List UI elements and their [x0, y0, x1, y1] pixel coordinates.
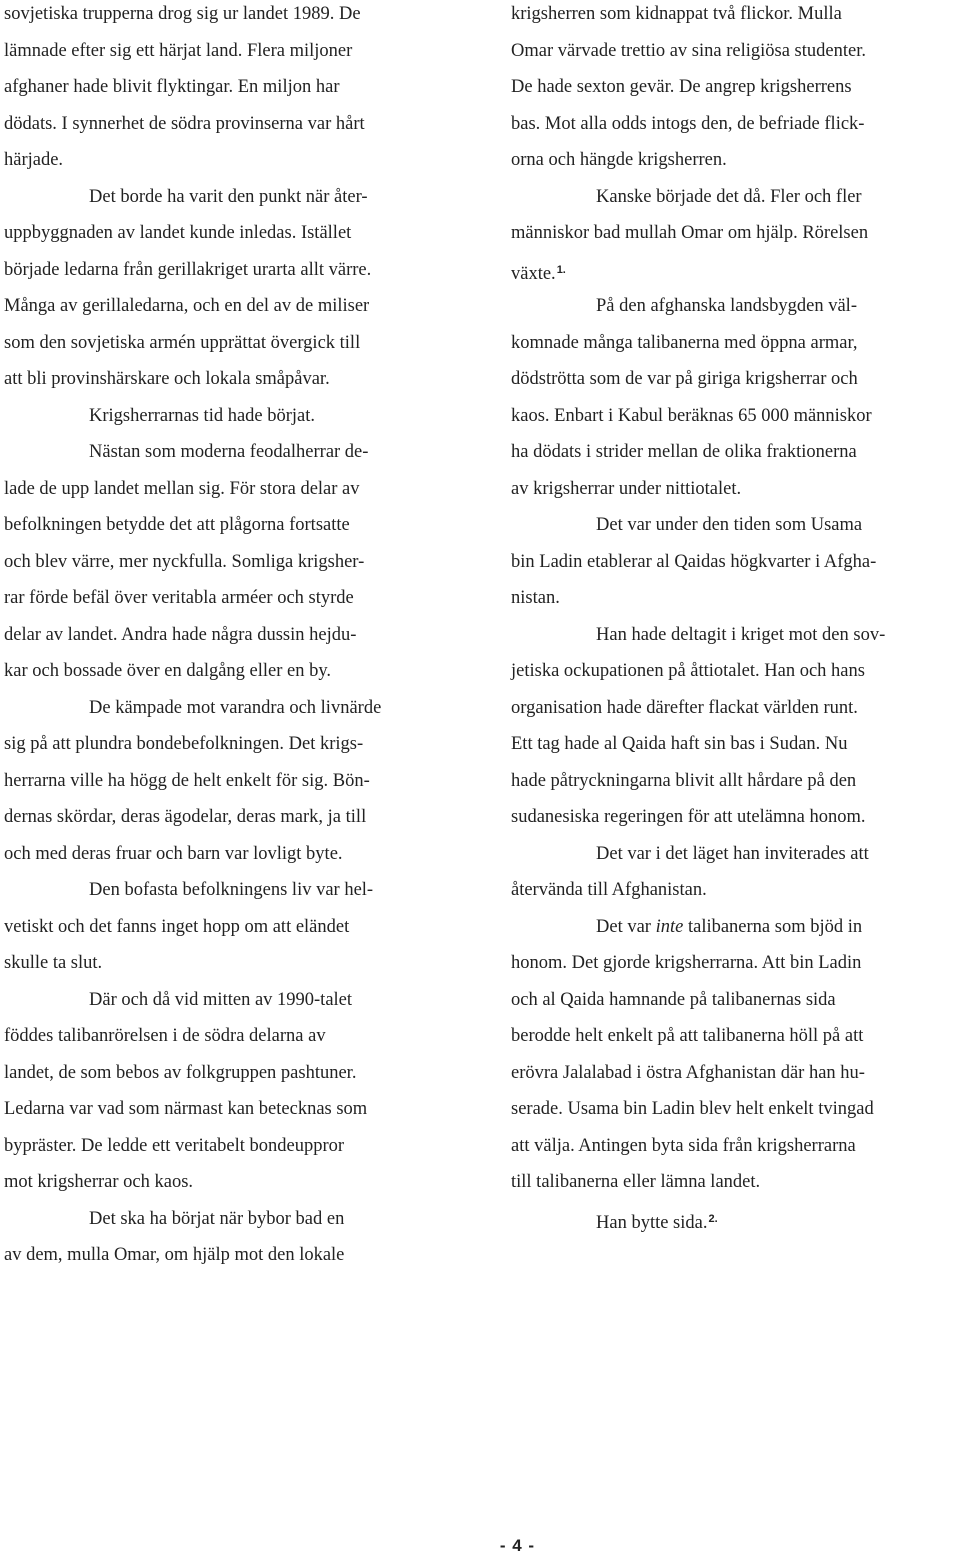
line-text: Han hade deltagit i kriget mot den sov- [596, 624, 886, 645]
line-text: började ledarna från gerillakriget urarta allt värre. [4, 259, 372, 280]
text-line [511, 33, 960, 70]
line-text: delar av landet. Andra hade några dussin hejdu- [4, 624, 357, 645]
line-text: Nästan som moderna feodalherrar de- [89, 442, 369, 462]
line-text: som den sovjetiska armén upprättat övergick till [4, 332, 361, 353]
line-text: På den afghanska landsbygden väl- [596, 296, 857, 316]
text-line [511, 106, 960, 143]
text-line [4, 872, 456, 909]
text-line [511, 252, 960, 289]
text-line [4, 106, 456, 143]
text-line [511, 872, 960, 909]
line-text: att bli provinshärskare och lokala småpåvar. [4, 369, 330, 389]
text-line [511, 471, 960, 508]
text-line [511, 799, 960, 836]
line-text: Ledarna var vad som närmast kan betecknas som [4, 1099, 368, 1119]
text-line [4, 179, 456, 216]
left-column [4, 0, 456, 1274]
line-text: berodde helt enkelt på att talibanerna höll på att [511, 1026, 864, 1046]
text-line [4, 1201, 456, 1238]
footnote-marker: 1. [556, 263, 566, 276]
line-text: av dem, mulla Omar, om hjälp mot den lokale [4, 1245, 345, 1265]
italic-emphasis: inte [655, 916, 684, 937]
text-line [4, 325, 456, 362]
text-line [4, 690, 456, 727]
line-text: ha dödats i strider mellan de olika fraktionerna [511, 442, 857, 462]
line-text: komnade många talibanerna med öppna armar, [511, 332, 858, 353]
line-text: och blev värre, mer nyckfulla. Somliga krigsher- [4, 551, 365, 572]
line-text: härjade. [4, 150, 64, 170]
text-line [511, 617, 960, 654]
text-line [511, 1091, 960, 1128]
text-line [511, 653, 960, 690]
line-text: sovjetiska trupperna drog sig ur landet 1989. De [4, 4, 361, 24]
line-text: kaos. Enbart i Kabul beräknas 65 000 människor [511, 405, 872, 426]
text-line [4, 1164, 456, 1201]
right-column [511, 0, 960, 1237]
text-line [4, 544, 456, 581]
text-line [511, 0, 960, 33]
line-text: De hade sexton gevär. De angrep krigsherrens [511, 77, 852, 97]
text-line [511, 580, 960, 617]
text-line [511, 434, 960, 471]
text-line [4, 909, 456, 946]
text-line [511, 544, 960, 581]
line-text: orna och hängde krigsherren. [511, 150, 727, 170]
text-line [4, 33, 456, 70]
text-line [511, 1201, 960, 1238]
text-line [4, 434, 456, 471]
line-text: Den bofasta befolkningens liv var hel- [89, 880, 374, 900]
text-line [4, 1091, 456, 1128]
line-text: befolkningen betydde det att plågorna fortsatte [4, 515, 350, 535]
line-text: kar och bossade över en dalgång eller en by. [4, 661, 332, 681]
line-text: uppbyggnaden av landet kunde inledas. Istället [4, 223, 352, 243]
line-text: bas. Mot alla odds intogs den, de befriade flick- [511, 113, 865, 134]
line-text: Krigsherrarnas tid hade börjat. [89, 405, 316, 426]
text-line [4, 617, 456, 654]
text-line [511, 361, 960, 398]
text-line [4, 1055, 456, 1092]
text-line [511, 325, 960, 362]
text-line [4, 252, 456, 289]
line-text: serade. Usama bin Ladin blev helt enkelt tvingad [511, 1099, 874, 1119]
text-line [511, 507, 960, 544]
line-text: återvända till Afghanistan. [511, 880, 707, 900]
line-text-after: talibanerna som bjöd in [683, 916, 863, 937]
page-number: - 4 - [499, 1536, 536, 1555]
line-text: människor bad mullah Omar om hjälp. Rörelsen [511, 223, 869, 243]
text-line [4, 1018, 456, 1055]
line-text: och al Qaida hamnande på talibanernas sida [511, 989, 836, 1010]
text-line [4, 215, 456, 252]
line-text: De kämpade mot varandra och livnärde [89, 697, 382, 718]
line-text: och med deras fruar och barn var lovligt byte. [4, 843, 343, 864]
text-line [4, 580, 456, 617]
line-text: Många av gerillaledarna, och en del av de miliser [4, 296, 370, 316]
text-line [511, 836, 960, 873]
line-text: honom. Det gjorde krigsherrarna. Att bin Ladin [511, 953, 862, 973]
text-line [4, 0, 456, 33]
text-line [4, 288, 456, 325]
text-line [4, 726, 456, 763]
text-line [4, 69, 456, 106]
line-text: till talibanerna eller lämna landet. [511, 1172, 761, 1192]
line-text: sig på att plundra bondebefolkningen. Det krigs- [4, 734, 364, 754]
text-line [4, 507, 456, 544]
line-text: av krigsherrar under nittiotalet. [511, 478, 742, 499]
line-text: Kanske började det då. Fler och fler [596, 186, 862, 207]
text-line [511, 763, 960, 800]
text-line [4, 799, 456, 836]
text-line [511, 215, 960, 252]
text-line [511, 1164, 960, 1201]
footnote-marker: 2. [708, 1212, 718, 1225]
line-text: Omar värvade trettio av sina religiösa studenter. [511, 40, 866, 61]
text-line [511, 982, 960, 1019]
line-text: nistan. [511, 588, 560, 608]
line-text: landet, de som bebos av folkgruppen pashtuner. [4, 1062, 357, 1083]
line-text: organisation hade därefter flackat världen runt. [511, 697, 858, 718]
text-line [4, 361, 456, 398]
text-line [511, 69, 960, 106]
line-text: vetiskt och det fanns inget hopp om att eländet [4, 916, 350, 937]
line-text: bypräster. De ledde ett veritabelt bondeuppror [4, 1135, 345, 1156]
text-line [4, 471, 456, 508]
line-text: rar förde befäl över veritabla arméer och styrde [4, 588, 354, 608]
line-text: Det var [596, 916, 656, 937]
line-text: lade de upp landet mellan sig. För stora delar av [4, 478, 360, 499]
text-line [4, 653, 456, 690]
text-line [511, 288, 960, 325]
text-line [4, 763, 456, 800]
text-line [511, 726, 960, 763]
line-text: afghaner hade blivit flyktingar. En miljon har [4, 77, 340, 97]
line-text: lämnade efter sig ett härjat land. Flera miljoner [4, 40, 353, 61]
text-line [4, 982, 456, 1019]
text-line [511, 1128, 960, 1165]
line-text: jetiska ockupationen på åttiotalet. Han och hans [511, 661, 865, 681]
line-text: Det var i det läget han inviterades att [596, 843, 869, 864]
text-line [4, 945, 456, 982]
line-text: dödats. I synnerhet de södra provinserna var hårt [4, 113, 365, 134]
line-text: Ett tag hade al Qaida haft sin bas i Sudan. Nu [511, 734, 848, 754]
line-text: Där och då vid mitten av 1990-talet [89, 989, 353, 1010]
text-line [511, 1018, 960, 1055]
line-text: sudanesiska regeringen för att utelämna honom. [511, 807, 866, 827]
line-text: dödströtta som de var på giriga krigsherrar och [511, 369, 858, 389]
text-line [4, 1128, 456, 1165]
line-text: Han bytte sida. [596, 1212, 708, 1233]
text-line [511, 179, 960, 216]
line-text: Det var under den tiden som Usama [596, 515, 863, 535]
line-text: krigsherren som kidnappat två flickor. Mulla [511, 4, 842, 24]
line-text: skulle ta slut. [4, 953, 103, 973]
text-line [511, 690, 960, 727]
line-text: Det ska ha börjat när bybor bad en [89, 1208, 345, 1229]
text-line [4, 398, 456, 435]
text-line [511, 945, 960, 982]
line-text: hade påtryckningarna blivit allt hårdare på den [511, 770, 857, 791]
text-line [4, 1237, 456, 1274]
line-text: bin Ladin etablerar al Qaidas högkvarter i Afgha- [511, 551, 877, 572]
line-text: mot krigsherrar och kaos. [4, 1172, 194, 1192]
line-text: Det borde ha varit den punkt när åter- [89, 186, 368, 207]
line-text: föddes talibanrörelsen i de södra delarna av [4, 1026, 326, 1046]
line-text: att välja. Antingen byta sida från krigsherrarna [511, 1135, 856, 1156]
text-line [511, 909, 960, 946]
text-line [511, 142, 960, 179]
text-line [511, 398, 960, 435]
line-text: erövra Jalalabad i östra Afghanistan där han hu- [511, 1062, 865, 1083]
text-line [4, 836, 456, 873]
line-text: växte. [511, 263, 556, 284]
text-line [511, 1055, 960, 1092]
line-text: dernas skördar, deras ägodelar, deras mark, ja till [4, 807, 367, 827]
line-text: herrarna ville ha högg de helt enkelt för sig. Bön- [4, 770, 370, 791]
text-line [4, 142, 456, 179]
